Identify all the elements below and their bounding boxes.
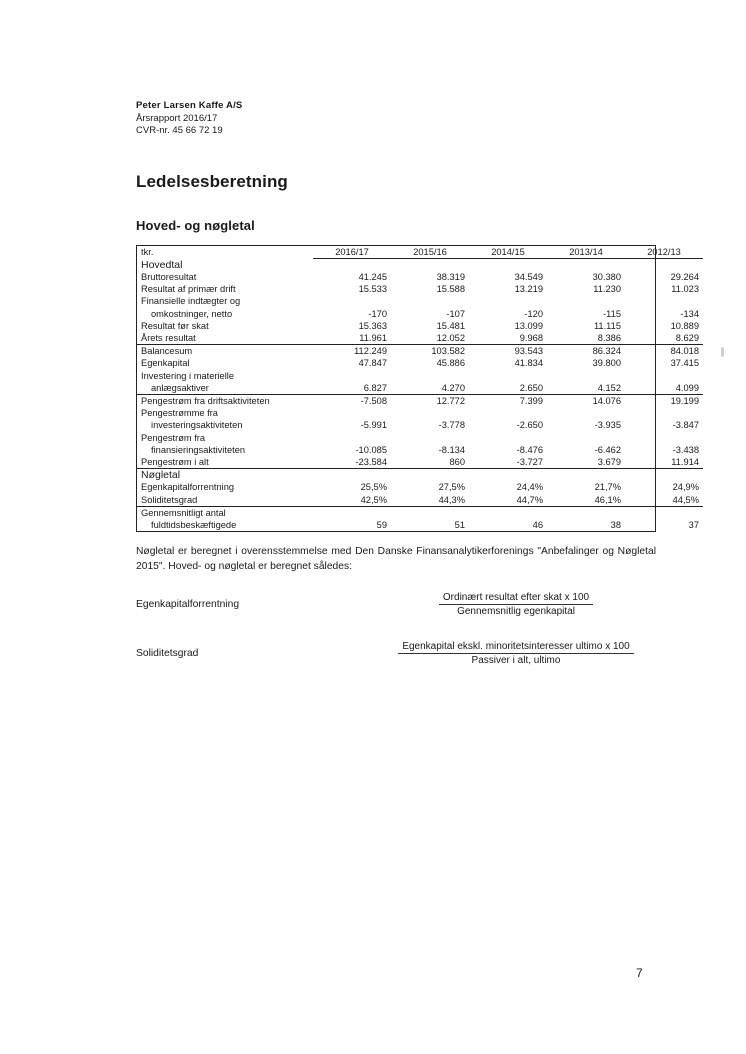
formula-fraction bbox=[376, 592, 656, 617]
formula-row bbox=[136, 592, 656, 617]
table-cell: 860 bbox=[449, 456, 465, 467]
table-cell bbox=[391, 506, 469, 519]
table-cell bbox=[625, 407, 703, 419]
table-cell: 46 bbox=[532, 519, 543, 530]
table-cell: 44,7% bbox=[516, 494, 543, 505]
table-cell: 4.152 bbox=[597, 382, 621, 393]
table-row-label: Årets resultat bbox=[141, 332, 196, 343]
table-row bbox=[137, 481, 703, 493]
table-cell: 13.099 bbox=[514, 320, 543, 331]
table-cell: -7.508 bbox=[313, 394, 391, 407]
table-row-label: Finansielle indtægter og bbox=[141, 296, 241, 307]
table-cell: 44,3% bbox=[438, 494, 465, 505]
table-cell: 12.052 bbox=[436, 332, 465, 343]
table-unit-header: tkr. bbox=[141, 247, 154, 257]
table-year-header: 2013/14 bbox=[547, 246, 625, 259]
table-row bbox=[137, 370, 703, 382]
table-cell bbox=[469, 295, 547, 307]
section-heading: Hoved- og nøgletal bbox=[136, 217, 255, 233]
table-row bbox=[137, 407, 703, 419]
table-section-heading-row bbox=[137, 258, 703, 271]
table-cell: 11.914 bbox=[671, 456, 699, 467]
cvr-number: CVR-nr. 45 66 72 19 bbox=[136, 125, 223, 136]
table-row bbox=[137, 357, 703, 369]
company-name: Peter Larsen Kaffe A/S bbox=[136, 100, 243, 111]
table-cell bbox=[469, 407, 547, 419]
table-cell bbox=[469, 506, 547, 519]
table-cell: -2.650 bbox=[516, 420, 543, 431]
table-cell: 37.415 bbox=[670, 358, 699, 369]
table-cell bbox=[469, 469, 547, 482]
page-content bbox=[136, 100, 699, 690]
table-row bbox=[137, 382, 703, 395]
table-row-label: Balancesum bbox=[137, 345, 313, 358]
table-row-label: Pengestrøm fra bbox=[141, 432, 206, 443]
table-cell bbox=[625, 432, 703, 444]
table-row bbox=[137, 506, 703, 519]
table-cell: 93.543 bbox=[469, 345, 547, 358]
table-row-label: Pengestrøm i alt bbox=[141, 456, 209, 467]
table-cell bbox=[469, 370, 547, 382]
table-cell: 9.968 bbox=[519, 332, 543, 343]
table-row bbox=[137, 419, 703, 431]
table-row-label: Bruttoresultat bbox=[141, 271, 197, 282]
table-cell bbox=[313, 370, 391, 382]
table-cell: 15.481 bbox=[436, 320, 465, 331]
letterhead bbox=[136, 100, 656, 138]
table-cell bbox=[313, 407, 391, 419]
table-cell: -5.991 bbox=[360, 420, 387, 431]
table-cell bbox=[391, 469, 469, 482]
table-row bbox=[137, 432, 703, 444]
table-cell: 30.380 bbox=[592, 271, 621, 282]
table-row-label: Resultat før skat bbox=[141, 320, 209, 331]
table-row bbox=[137, 308, 703, 320]
table-cell bbox=[469, 258, 547, 271]
table-cell: -3.778 bbox=[438, 420, 465, 431]
table-cell bbox=[547, 295, 625, 307]
table-cell: 7.399 bbox=[469, 394, 547, 407]
table-row bbox=[137, 394, 703, 407]
table-section-heading-row bbox=[137, 469, 703, 482]
formula-list bbox=[136, 592, 656, 666]
table-cell bbox=[313, 295, 391, 307]
table-cell: 15.363 bbox=[358, 320, 387, 331]
table-cell: 24,4% bbox=[516, 482, 543, 493]
table-cell: -3.935 bbox=[594, 420, 621, 431]
table-cell: 38 bbox=[610, 519, 621, 530]
table-cell: 4.270 bbox=[441, 382, 465, 393]
table-cell: 8.386 bbox=[597, 332, 621, 343]
table-cell: 21,7% bbox=[594, 482, 621, 493]
table-cell bbox=[625, 506, 703, 519]
table-cell bbox=[391, 432, 469, 444]
table-cell: 12.772 bbox=[391, 394, 469, 407]
table-row bbox=[137, 494, 703, 507]
table-cell: 41.834 bbox=[514, 358, 543, 369]
table-cell: -134 bbox=[680, 308, 699, 319]
table-row-label: Soliditetsgrad bbox=[141, 494, 198, 505]
table-row bbox=[137, 519, 703, 531]
table-cell: 44,5% bbox=[672, 494, 699, 505]
table-cell: 10.889 bbox=[670, 320, 699, 331]
key-figures-table bbox=[137, 246, 703, 532]
table-section-heading: Nøgletal bbox=[137, 469, 313, 482]
table-cell bbox=[391, 295, 469, 307]
table-row-label: finansieringsaktiviteten bbox=[151, 444, 246, 455]
formula-numerator: Ordinært resultat efter skat x 100 bbox=[439, 592, 593, 605]
table-cell: -8.134 bbox=[438, 444, 465, 455]
formula-denominator: Gennemsnitlig egenkapital bbox=[457, 606, 575, 618]
table-cell: 24,9% bbox=[672, 482, 699, 493]
table-cell bbox=[391, 407, 469, 419]
table-cell: -10.085 bbox=[355, 444, 387, 455]
table-cell: 46,1% bbox=[594, 494, 621, 505]
table-cell bbox=[391, 370, 469, 382]
table-cell: 38.319 bbox=[436, 271, 465, 282]
table-cell bbox=[625, 469, 703, 482]
table-cell: 14.076 bbox=[547, 394, 625, 407]
table-row bbox=[137, 320, 703, 332]
table-cell bbox=[547, 258, 625, 271]
table-cell: 45.886 bbox=[436, 358, 465, 369]
table-cell bbox=[547, 432, 625, 444]
table-row bbox=[137, 444, 703, 456]
formula-name: Soliditetsgrad bbox=[136, 648, 199, 660]
table-cell: 15.533 bbox=[358, 284, 387, 295]
table-cell: 41.245 bbox=[358, 271, 387, 282]
table-cell bbox=[625, 258, 703, 271]
table-cell bbox=[625, 295, 703, 307]
table-cell bbox=[391, 258, 469, 271]
table-cell bbox=[313, 506, 391, 519]
table-year-header: 2012/13 bbox=[625, 246, 703, 259]
table-cell: -6.462 bbox=[594, 444, 621, 455]
table-row bbox=[137, 332, 703, 345]
table-cell: 84.018 bbox=[625, 345, 703, 358]
table-cell: 11.115 bbox=[593, 320, 621, 331]
table-cell: 34.549 bbox=[514, 271, 543, 282]
table-cell: 8.629 bbox=[675, 332, 699, 343]
table-cell: 4.099 bbox=[675, 382, 699, 393]
table-year-header: 2015/16 bbox=[391, 246, 469, 259]
table-cell bbox=[547, 469, 625, 482]
table-row bbox=[137, 283, 703, 295]
table-cell: -8.476 bbox=[516, 444, 543, 455]
table-row-label: Pengestrømme fra bbox=[141, 408, 218, 419]
table-cell: 42,5% bbox=[360, 494, 387, 505]
table-cell: 103.582 bbox=[391, 345, 469, 358]
table-row bbox=[137, 456, 703, 469]
table-cell: 15.588 bbox=[436, 284, 465, 295]
table-header-row bbox=[137, 246, 703, 259]
table-cell: 11.023 bbox=[671, 284, 699, 295]
table-row-label: Egenkapital bbox=[141, 358, 190, 369]
key-figures-note: Nøgletal er beregnet i overensstemmelse med Den Danske Finansanalytikerforenings "Anbefalinger og Nøgletal 2015". Hoved- og nøgletal er beregnet således: bbox=[136, 546, 656, 572]
table-section-heading: Hovedtal bbox=[141, 258, 183, 271]
table-row bbox=[137, 345, 703, 358]
table-cell: -115 bbox=[603, 308, 621, 319]
table-cell: 112.249 bbox=[313, 345, 391, 358]
formula-row bbox=[136, 641, 656, 666]
table-row bbox=[137, 295, 703, 307]
table-row-label: Investering i materielle bbox=[141, 370, 235, 381]
table-year-header: 2014/15 bbox=[469, 246, 547, 259]
table-row-label: investeringsaktiviteten bbox=[151, 420, 243, 431]
table-cell: 11.961 bbox=[359, 332, 387, 343]
table-cell bbox=[313, 258, 391, 271]
table-cell: -3.847 bbox=[672, 420, 699, 431]
table-cell bbox=[625, 370, 703, 382]
table-cell: -3.727 bbox=[516, 456, 543, 467]
table-year-header: 2016/17 bbox=[313, 246, 391, 259]
table-cell: 19.199 bbox=[625, 394, 703, 407]
table-row-label: Resultat af primær drift bbox=[141, 284, 236, 295]
formula-name: Egenkapitalforrentning bbox=[136, 599, 240, 611]
table-cell: 11.230 bbox=[593, 284, 621, 295]
table-cell bbox=[469, 432, 547, 444]
table-cell bbox=[547, 370, 625, 382]
table-cell bbox=[547, 407, 625, 419]
table-row-label: Egenkapitalforrentning bbox=[141, 482, 235, 493]
table-row-label: Pengestrøm fra driftsaktiviteten bbox=[137, 394, 313, 407]
table-cell: -23.584 bbox=[355, 456, 387, 467]
table-row-label: anlægsaktiver bbox=[151, 382, 209, 393]
table-row bbox=[137, 271, 703, 283]
table-row-label: omkostninger, netto bbox=[151, 308, 233, 319]
table-cell bbox=[313, 469, 391, 482]
table-cell: 2.650 bbox=[519, 382, 543, 393]
table-cell: 3.679 bbox=[597, 456, 621, 467]
page-artifact bbox=[721, 347, 724, 357]
table-cell: -170 bbox=[368, 308, 387, 319]
page-number: 7 bbox=[636, 966, 643, 980]
table-cell: 27,5% bbox=[438, 482, 465, 493]
table-cell: -120 bbox=[524, 308, 543, 319]
formula-fraction bbox=[376, 641, 656, 666]
table-cell: 6.827 bbox=[363, 382, 387, 393]
table-cell: 25,5% bbox=[360, 482, 387, 493]
table-cell: 39.800 bbox=[592, 358, 621, 369]
page-title: Ledelsesberetning bbox=[136, 171, 288, 191]
table-cell: -3.438 bbox=[672, 444, 699, 455]
table-cell: 59 bbox=[376, 519, 387, 530]
table-row-label: Gennemsnitligt antal bbox=[137, 506, 313, 519]
table-cell: -107 bbox=[446, 308, 465, 319]
table-cell: 51 bbox=[454, 519, 465, 530]
table-cell: 13.219 bbox=[514, 284, 543, 295]
table-row-label: fuldtidsbeskæftigede bbox=[151, 519, 237, 530]
table-cell: 86.324 bbox=[547, 345, 625, 358]
formula-denominator: Passiver i alt, ultimo bbox=[471, 655, 561, 667]
table-cell bbox=[313, 432, 391, 444]
report-period: Årsrapport 2016/17 bbox=[136, 112, 218, 124]
formula-numerator: Egenkapital ekskl. minoritetsinteresser ultimo x 100 bbox=[398, 641, 633, 654]
table-cell: 47.847 bbox=[358, 358, 387, 369]
key-figures-table-wrapper bbox=[136, 245, 699, 533]
table-cell: 29.264 bbox=[670, 271, 699, 282]
table-cell: 37 bbox=[688, 519, 699, 530]
table-cell bbox=[547, 506, 625, 519]
